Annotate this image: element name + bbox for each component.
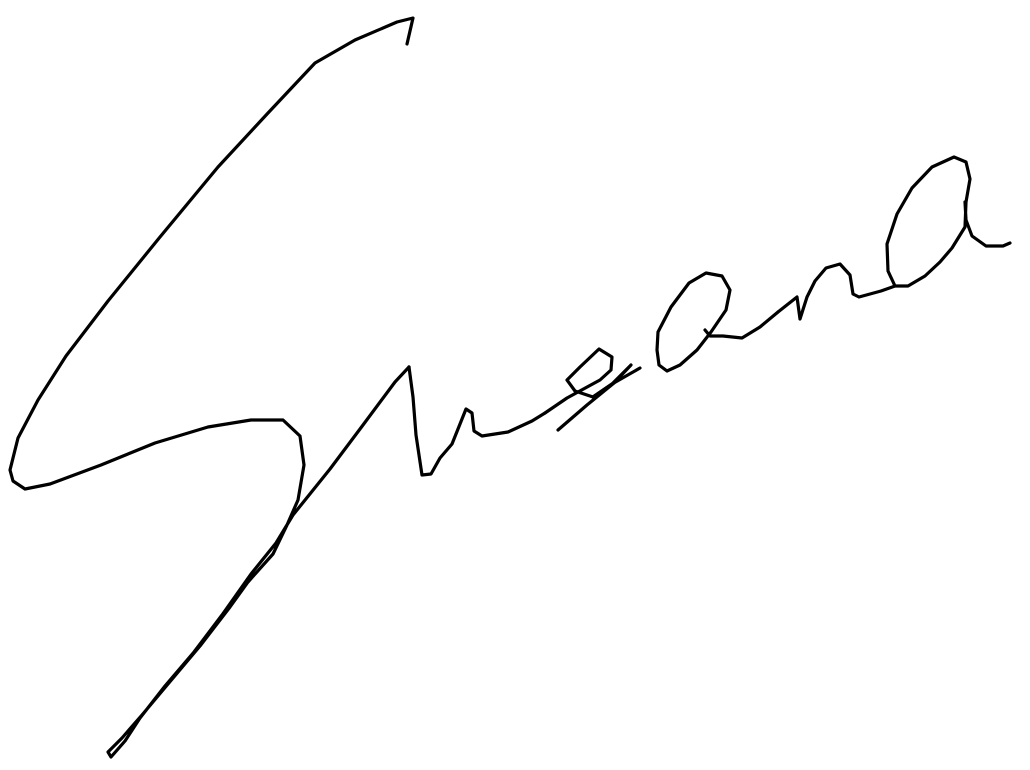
- signature-stroke-u: [409, 367, 545, 475]
- signature-stroke-a2: [887, 157, 1010, 286]
- signature-stroke-n: [778, 264, 895, 319]
- signature-stroke-s-small: [545, 349, 631, 430]
- signature-stroke-s: [10, 18, 413, 757]
- signature-stroke-a1: [593, 273, 778, 397]
